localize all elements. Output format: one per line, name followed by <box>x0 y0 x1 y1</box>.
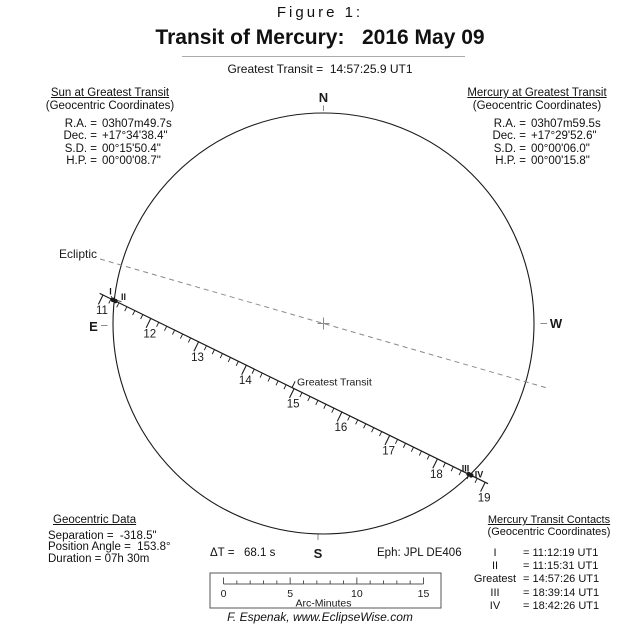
mercury-hp-label: H.P. = <box>495 155 526 168</box>
sun-block-subheading: (Geocentric Coordinates) <box>45 100 175 112</box>
hour-label-11: 11 <box>96 305 108 317</box>
transit-contacts-block <box>469 515 629 613</box>
contact-ii-time: = 11:15:31 UT1 <box>523 560 599 573</box>
hour-label-19: 19 <box>477 492 491 505</box>
path-minor-tick <box>228 357 230 362</box>
mercury-ra-value: 03h07m59.5s <box>531 118 601 130</box>
sun-sd-label: S.D. = <box>64 142 97 155</box>
path-hour-tick <box>289 389 294 398</box>
path-minor-tick <box>236 361 238 366</box>
sun-hp-value: 00°00'08.7" <box>102 155 161 168</box>
cardinal-north-label: N <box>318 90 329 105</box>
hour-label-17: 17 <box>382 445 396 458</box>
ephemeris-value: Eph: JPL DE406 <box>377 547 462 559</box>
path-minor-tick <box>308 396 310 401</box>
path-minor-tick <box>212 350 214 355</box>
path-hour-tick <box>98 295 103 304</box>
page-title: Transit of Mercury: 2016 May 09 <box>155 26 485 49</box>
contact-iii-label: III <box>490 586 500 599</box>
path-hour-tick <box>146 318 151 327</box>
path-minor-tick <box>252 369 254 374</box>
mercury-sd-label: S.D. = <box>493 142 526 155</box>
mercury-hp-value: 00°00'15.8" <box>531 155 590 168</box>
separation-line: Separation = -318.5" <box>48 529 157 542</box>
sun-ra-label: R.A. = <box>64 118 97 130</box>
contact-ii-label: II <box>491 560 499 573</box>
contact-greatest-row <box>469 573 629 586</box>
contacts-heading: Mercury Transit Contacts <box>487 514 611 526</box>
contact-marker-IV: IV <box>474 469 484 480</box>
path-minor-tick <box>379 432 381 437</box>
greatest-transit-label: Greatest Transit <box>297 376 372 389</box>
sun-sd-value: 00°15'50.4" <box>102 142 161 155</box>
mercury-dec-row <box>488 130 622 142</box>
contact-iv-label: IV <box>489 599 501 612</box>
path-minor-tick <box>411 447 413 452</box>
ecliptic-label: Ecliptic <box>58 247 97 261</box>
path-minor-tick <box>356 420 358 425</box>
path-minor-tick <box>324 404 326 409</box>
path-minor-tick <box>395 439 397 444</box>
credit-line: F. Espenak, www.EclipseWise.com <box>227 610 413 624</box>
mercury-ra-row <box>488 118 622 130</box>
path-minor-tick <box>419 451 421 456</box>
greatest-transit-time: Greatest Transit = 14:57:25.9 UT1 <box>227 62 413 76</box>
sun-sd-row <box>59 143 195 155</box>
sun-coordinates-block <box>25 87 195 168</box>
path-minor-tick <box>172 330 174 335</box>
sun-block-heading: Sun at Greatest Transit <box>50 87 170 99</box>
duration-line: Duration = 07h 30m <box>48 552 150 565</box>
path-minor-tick <box>157 322 159 327</box>
path-minor-tick <box>276 381 278 386</box>
geocentric-heading: Geocentric Data <box>53 514 137 526</box>
contact-greatest-label: Greatest <box>473 573 517 586</box>
path-minor-tick <box>204 346 206 351</box>
contact-ii-row <box>469 560 629 573</box>
cardinal-west-label: W <box>549 316 563 331</box>
path-minor-tick <box>125 307 127 312</box>
cardinal-south-label: S <box>313 546 323 561</box>
path-hour-tick <box>242 365 247 374</box>
contact-point-IV <box>469 473 474 478</box>
mercury-dec-label: Dec. = <box>492 130 526 143</box>
path-hour-tick <box>433 459 438 468</box>
contact-point-II <box>113 299 118 304</box>
contact-iii-time: = 18:39:14 UT1 <box>523 586 600 599</box>
path-minor-tick <box>284 385 286 390</box>
sun-ra-value: 03h07m49.7s <box>102 118 172 130</box>
path-minor-tick <box>443 463 445 468</box>
sun-dec-label: Dec. = <box>63 130 97 143</box>
path-minor-tick <box>316 400 318 405</box>
contact-i-label: I <box>493 547 497 559</box>
sun-dec-value: +17°34'38.4" <box>102 130 168 143</box>
figure-number: Figure 1: <box>276 4 364 21</box>
contacts-subheading: (Geocentric Coordinates) <box>487 525 611 538</box>
scalebar-tick-label-0: 0 <box>220 588 227 600</box>
hour-label-13: 13 <box>191 351 204 364</box>
path-minor-tick <box>403 443 405 448</box>
path-minor-tick <box>268 377 270 382</box>
hour-label-15: 15 <box>286 398 300 411</box>
path-minor-tick <box>372 428 374 433</box>
hour-label-16: 16 <box>334 422 348 435</box>
delta-t-value: ΔT = 68.1 s <box>210 547 276 559</box>
hour-label-18: 18 <box>430 468 443 481</box>
scalebar-tick-label-10: 10 <box>350 588 363 600</box>
path-minor-tick <box>348 416 350 421</box>
path-minor-tick <box>180 334 182 339</box>
contact-marker-I: I <box>109 286 112 297</box>
path-hour-tick <box>385 435 390 444</box>
contact-marker-II: II <box>120 292 127 302</box>
path-hour-tick <box>337 412 342 421</box>
mercury-block-subheading: (Geocentric Coordinates) <box>472 100 602 112</box>
path-minor-tick <box>164 326 166 331</box>
path-minor-tick <box>364 424 366 429</box>
contact-iii-row <box>469 587 629 600</box>
mercury-block-heading: Mercury at Greatest Transit <box>467 87 607 99</box>
greatest-transit-tick <box>292 381 295 387</box>
path-hour-tick <box>481 482 486 491</box>
title-divider <box>182 56 465 57</box>
scalebar-unit-label: Arc-Minutes <box>295 597 352 610</box>
path-minor-tick <box>451 467 453 472</box>
path-minor-tick <box>427 455 429 460</box>
mercury-coordinate-rows <box>452 118 622 168</box>
path-minor-tick <box>141 315 143 320</box>
contact-greatest-time: = 14:57:26 UT1 <box>523 573 600 586</box>
sun-dec-row <box>59 130 195 142</box>
path-minor-tick <box>117 303 119 308</box>
mercury-ra-label: R.A. = <box>493 118 526 130</box>
mercury-sd-value: 00°00'06.0" <box>531 142 590 155</box>
mercury-hp-row <box>488 155 622 167</box>
path-minor-tick <box>188 338 190 343</box>
contact-marker-III: III <box>461 463 470 474</box>
scalebar-tick-label-5: 5 <box>287 588 294 600</box>
hour-label-14: 14 <box>238 375 252 388</box>
sun-ra-row <box>59 118 195 130</box>
geocentric-data-block <box>48 515 218 565</box>
contact-iv-time: = 18:42:26 UT1 <box>523 599 600 612</box>
mercury-sd-row <box>488 143 622 155</box>
cardinal-east-label: E <box>89 319 98 334</box>
contact-i-time: = 11:12:19 UT1 <box>523 547 599 559</box>
sun-hp-row <box>59 155 195 167</box>
path-minor-tick <box>332 408 334 413</box>
contact-i-row <box>469 547 629 560</box>
path-minor-tick <box>260 373 262 378</box>
sun-coordinate-rows <box>25 118 195 168</box>
path-minor-tick <box>133 311 135 316</box>
contact-rows <box>469 547 629 613</box>
mercury-coordinates-block <box>452 87 622 168</box>
position-angle-line: Position Angle = 153.8° <box>48 541 171 553</box>
path-minor-tick <box>300 393 302 398</box>
sun-hp-label: H.P. = <box>66 155 97 168</box>
path-hour-tick <box>194 342 199 351</box>
scalebar-tick-label-15: 15 <box>417 588 430 600</box>
hour-label-12: 12 <box>143 328 157 341</box>
path-minor-tick <box>220 354 222 359</box>
mercury-dec-value: +17°29'52.6" <box>531 130 597 143</box>
